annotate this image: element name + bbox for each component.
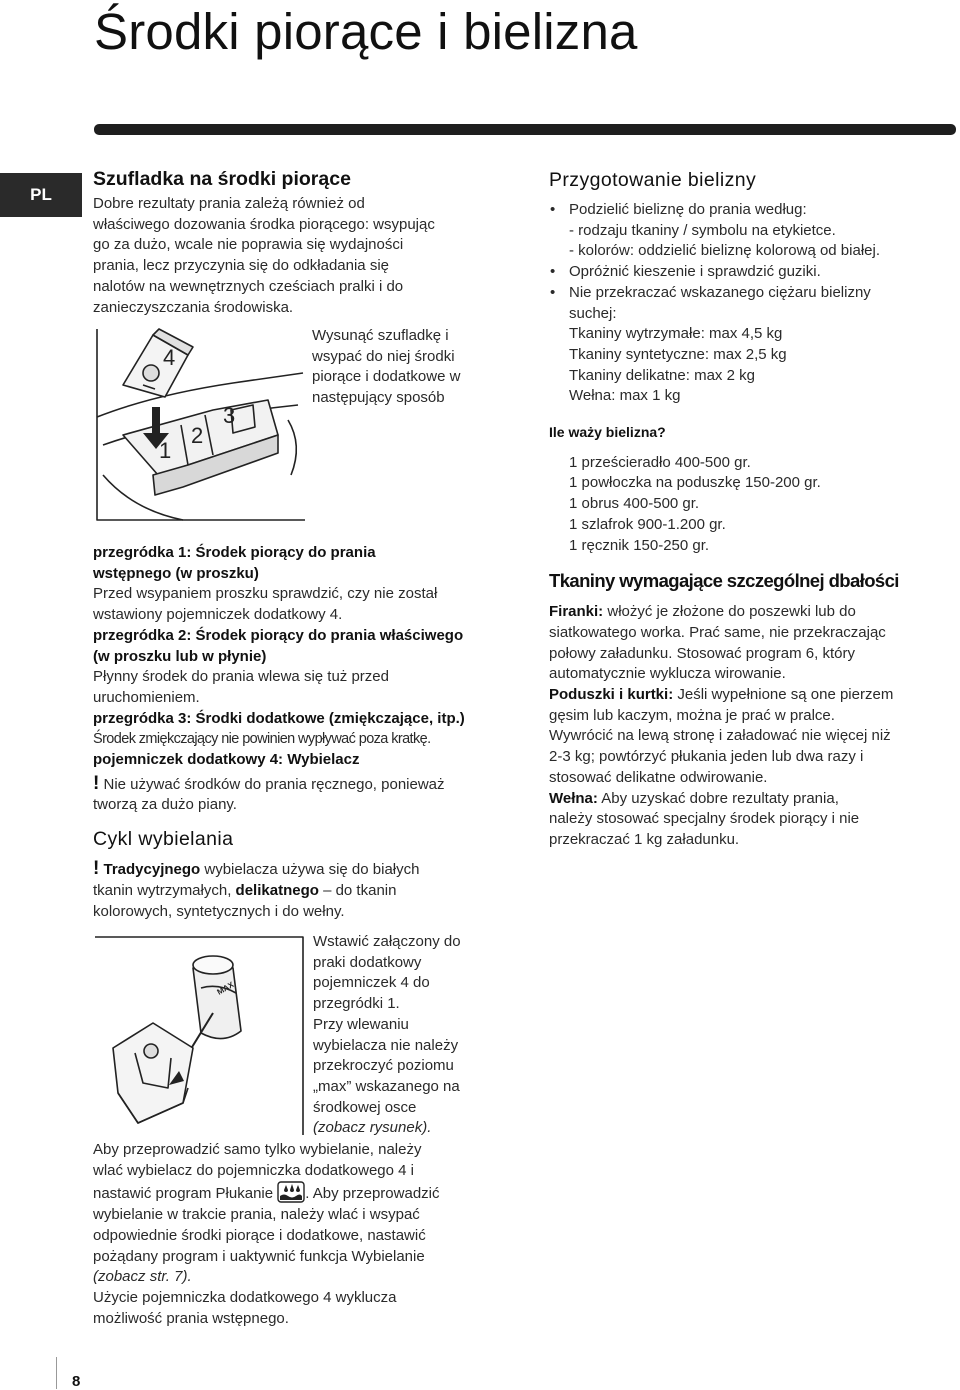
caption-line: pojemniczek 4 do [313, 974, 430, 992]
left-column [93, 167, 513, 318]
max-mark: MAX [215, 980, 236, 997]
prep-item [549, 200, 954, 262]
rinse-program-icon [277, 1181, 305, 1203]
pillows-text: Wywrócić na lewą stronę i załadować nie więcej niż [549, 727, 891, 745]
compartment-1-title: przegródka 1: Środek piorący do prania [93, 544, 376, 561]
bleach-intro-text: – do tkanin [318, 881, 397, 899]
load-limit: Tkaniny syntetyczne: max 2,5 kg [569, 345, 787, 363]
bleach-text-line: możliwość prania wstępnego. [93, 1309, 289, 1327]
detergent-drawer-illustration [93, 325, 308, 525]
compartment-1-title: wstępnego (w proszku) [93, 564, 259, 582]
prep-item-text: Opróżnić kieszenie i sprawdzić guziki. [569, 263, 821, 281]
weight-item: 1 szlafrok 900-1.200 gr. [569, 515, 726, 533]
compartment-2-title: przegródka 2: Środek piorący do prania właściwego [93, 626, 464, 644]
intro-line: go za dużo, wcale nie poprawia się wydajności [93, 236, 404, 254]
load-limit: Wełna: max 1 kg [569, 387, 681, 405]
compartment-1-text: Przed wsypaniem proszku sprawdzić, czy nie został [93, 585, 438, 603]
dispenser-heading: Szufladka na środki piorące [93, 168, 351, 190]
bleach-text-line: Aby przeprowadzić samo tylko wybielanie, należy [93, 1141, 422, 1158]
page-title: Środki piorące i bielizna [94, 3, 638, 60]
bleach-heading: Cykl wybielania [93, 828, 234, 851]
caption-line: praki dodatkowy [313, 953, 422, 971]
bleach-intro-text: wybielacza używa się do białych [200, 861, 420, 879]
caption-line: Przy wlewaniu [313, 1015, 409, 1033]
pillows-text: 2-3 kg; powtórzyć płukania jeden lub dwa razy i [549, 748, 864, 766]
compartment-label-4: 4 [163, 345, 176, 370]
language-tab: PL [0, 173, 82, 217]
pillows-text: Jeśli wypełnione są one pierzem [673, 686, 894, 704]
footer-divider [56, 1357, 57, 1389]
bleach-intro-text: kolorowych, syntetycznych i do wełny. [93, 902, 345, 920]
compartment-3-title: przegródka 3: Środki dodatkowe (zmiękczające, itp.) [93, 709, 465, 727]
prep-subitem: - rodzaju tkaniny / symbolu na etykietce. [569, 221, 836, 239]
warning-mark: ! [93, 772, 100, 794]
wool-text: należy stosować specjalny środek piorący i nie [549, 810, 860, 828]
pillows-label: Poduszki i kurtki: [549, 686, 674, 704]
caption-line: wsypać do niej środki [312, 347, 455, 365]
title-divider [94, 124, 956, 135]
load-limit: Tkaniny wytrzymałe: max 4,5 kg [569, 325, 783, 343]
caption-line: środkowej osce [313, 1098, 417, 1116]
compartment-3-text: Środek zmiękczający nie powinien wypływać poza kratkę. [93, 731, 431, 748]
load-limit: Tkaniny delikatne: max 2 kg [569, 366, 755, 384]
weight-item: 1 obrus 400-500 gr. [569, 495, 700, 513]
curtains-text: połowy załadunku. Stosować program 6, który [549, 644, 855, 662]
wool-text: Aby uzyskać dobre rezultaty prania, [597, 789, 839, 807]
bleach-text-line: Użycie pojemniczka dodatkowego 4 wyklucza [93, 1288, 397, 1306]
prep-item-text: Nie przekraczać wskazanego ciężaru bielizny [569, 283, 871, 301]
right-column [549, 168, 954, 851]
figure1-caption [312, 326, 512, 409]
weight-heading: Ile waży bielizna? [549, 424, 666, 441]
warning-text: tworzą za dużo piany. [93, 796, 237, 814]
pillows-text: gęsim lub kaczym, można je prać w pralce. [549, 706, 835, 724]
compartment-4-title: pojemniczek dodatkowy 4: Wybielacz [93, 751, 360, 769]
compartment-1-text: wstawiony pojemniczek dodatkowy 4. [93, 606, 343, 624]
page-reference: (zobacz str. 7). [93, 1268, 192, 1286]
prep-item [549, 283, 954, 407]
figure2-caption [313, 932, 513, 1139]
bleach-text-line: odpowiednie środki piorące i dodatkowe, nastawić [93, 1226, 426, 1244]
intro-line: zanieczyszczania środowiska. [93, 298, 294, 316]
prep-item-text: Podzielić bieliznę do prania według: [569, 201, 807, 218]
caption-line: „max” wskazanego na [313, 1077, 460, 1095]
wool-label: Wełna: [549, 789, 598, 807]
bleach-text-line: wlać wybielacz do pojemniczka dodatkowego 4 i [93, 1161, 415, 1179]
special-care-heading: Tkaniny wymagające szczególnej dbałości [549, 570, 899, 592]
prep-item [549, 262, 954, 283]
wool-text: przekraczać 1 kg załadunku. [549, 830, 740, 848]
compartment-2-text: Płynny środek do prania wlewa się tuż przed [93, 668, 389, 686]
intro-line: nalotów na wewnętrznych cześciach pralki i do [93, 277, 404, 295]
bleach-text-line: wybielanie w trakcie prania, należy wlać i wsypać [93, 1206, 420, 1224]
bleach-text-line: pożądany program i uaktywnić funkcja Wybielanie [93, 1247, 425, 1265]
compartments-section [93, 543, 513, 922]
caption-line: przekroczyć poziomu [313, 1057, 454, 1075]
bleach-text-line: . Aby przeprowadzić [305, 1185, 440, 1203]
compartment-label-1: 1 [159, 438, 172, 463]
compartment-2-title: (w proszku lub w płynie) [93, 647, 267, 665]
caption-line: następujący sposób [312, 389, 445, 407]
caption-line: Wstawić załączony do [313, 933, 461, 950]
intro-line: Dobre rezultaty prania zależą również od [93, 195, 365, 212]
intro-line: prania, lecz przyczynia się do odkładania się [93, 257, 389, 275]
caption-line: (zobacz rysunek). [313, 1119, 432, 1137]
curtains-label: Firanki: [549, 603, 604, 621]
bleach-text-line: nastawić program Płukanie [93, 1185, 278, 1203]
bleach-container-illustration [93, 933, 308, 1138]
weight-item: 1 ręcznik 150-250 gr. [569, 536, 710, 554]
bleach-mark: ! [93, 858, 100, 880]
curtains-text: włożyć je złożone do poszewki lub do [603, 603, 856, 621]
caption-line: piorące i dodatkowe w [312, 368, 461, 386]
compartment-label-3: 3 [223, 403, 236, 428]
caption-line: przegródki 1. [313, 995, 400, 1013]
laundry-prep-heading: Przygotowanie bielizny [549, 169, 757, 191]
curtains-text: automatycznie wyklucza wirowanie. [549, 665, 786, 683]
warning-text: Nie używać środków do prania ręcznego, ponieważ [99, 775, 445, 793]
compartment-2-text: uruchomieniem. [93, 688, 200, 706]
intro-line: właściwego dozowania środka piorącego: wsypując [93, 215, 435, 233]
curtains-text: siatkowatego worka. Prać same, nie przekraczając [549, 623, 886, 641]
page-number: 8 [72, 1373, 81, 1390]
weight-item: 1 powłoczka na poduszkę 150-200 gr. [569, 474, 821, 492]
bleach-delicate: delikatnego [235, 881, 319, 899]
weight-item: 1 prześcieradło 400-500 gr. [569, 453, 751, 471]
prep-item-text: suchej: [569, 304, 617, 322]
bleach-traditional: Tradycyjnego [99, 861, 201, 879]
compartment-label-2: 2 [191, 423, 204, 448]
bleach-instructions [93, 1140, 513, 1329]
prep-subitem: - kolorów: oddzielić bieliznę kolorową od białej. [569, 242, 880, 260]
bleach-intro-text: tkanin wytrzymałych, [93, 881, 236, 899]
pillows-text: stosować delikatne odwirowanie. [549, 768, 768, 786]
caption-line: Wysunąć szufladkę i [312, 327, 449, 344]
caption-line: wybielacza nie należy [313, 1036, 459, 1054]
